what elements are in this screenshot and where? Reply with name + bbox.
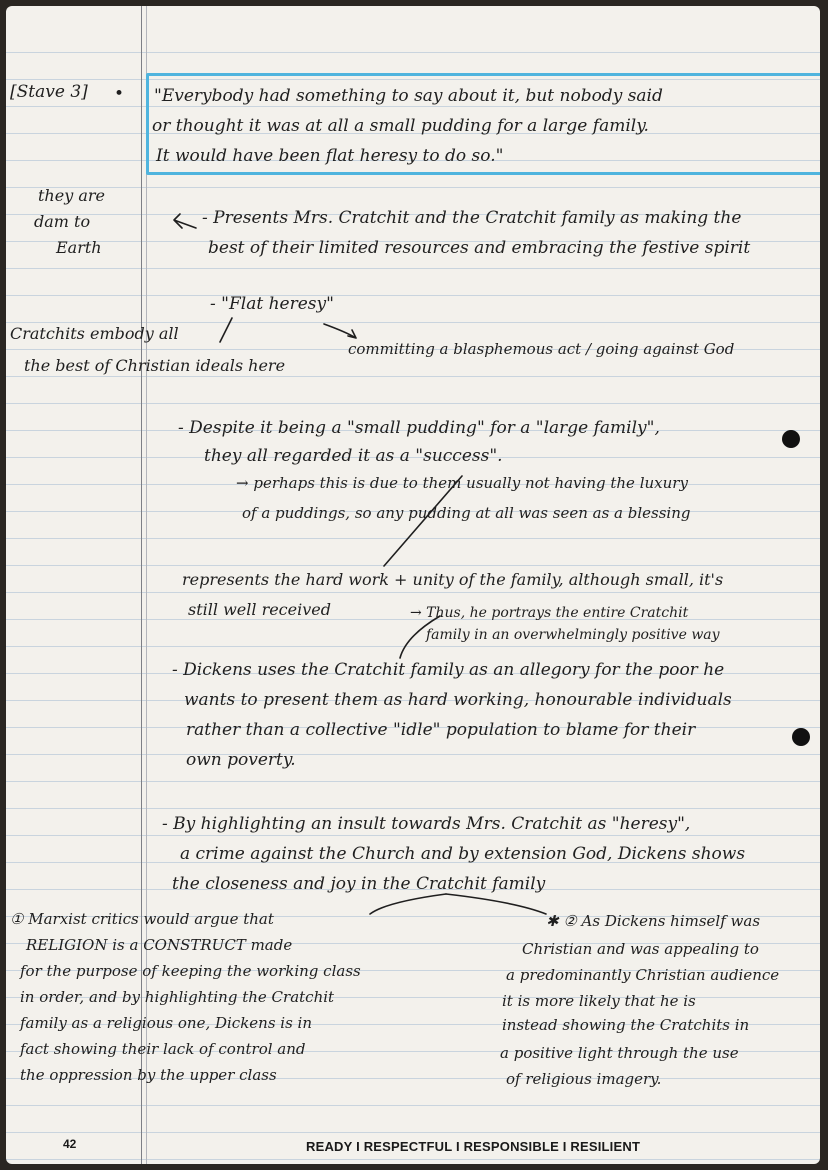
flat-heresy-quote: - "Flat heresy" bbox=[210, 294, 334, 314]
presents-line-2: best of their limited resources and embracing the festive spirit bbox=[208, 238, 751, 258]
christian-line-3: a predominantly Christian audience bbox=[506, 966, 780, 984]
thus-line-1: → Thus, he portrays the entire Cratchit bbox=[410, 605, 689, 621]
presents-line-1: - Presents Mrs. Cratchit and the Cratchit family as making the bbox=[202, 208, 742, 228]
allegory-line-4: own poverty. bbox=[186, 750, 296, 770]
despite-line-1: - Despite it being a "small pudding" for a "large family", bbox=[178, 418, 660, 438]
committing-blasphemy-note: committing a blasphemous act / going against God bbox=[348, 340, 735, 358]
perhaps-line-2: of a puddings, so any pudding at all was seen as a blessing bbox=[242, 504, 691, 522]
christian-line-6: a positive light through the use bbox=[500, 1044, 739, 1062]
arrow-despite-connector bbox=[384, 476, 462, 566]
marxist-line-7: the oppression by the upper class bbox=[20, 1066, 277, 1084]
arrow-presents bbox=[174, 214, 196, 228]
page-number: 42 bbox=[63, 1137, 77, 1151]
represents-line-1: represents the hard work + unity of the family, although small, it's bbox=[182, 570, 724, 589]
marxist-line-4: in order, and by highlighting the Cratchit bbox=[20, 988, 335, 1006]
stave-bullet: • bbox=[114, 84, 125, 104]
despite-line-2: they all regarded it as a "success". bbox=[204, 446, 503, 466]
margin-note-down-to-earth-3: Earth bbox=[56, 238, 102, 257]
arrow-to-christian bbox=[446, 894, 546, 914]
margin-note-down-to-earth-1: they are bbox=[38, 186, 105, 205]
allegory-line-1: - Dickens uses the Cratchit family as an allegory for the poor he bbox=[172, 660, 725, 680]
allegory-line-2: wants to present them as hard working, honourable individuals bbox=[184, 690, 732, 710]
arrow-flat-heresy-to-margin bbox=[220, 318, 232, 342]
notebook-page bbox=[6, 6, 820, 1164]
insult-line-3: the closeness and joy in the Cratchit family bbox=[172, 874, 546, 894]
quote-line-2: or thought it was at all a small pudding for a large family. bbox=[152, 116, 649, 136]
quote-line-1: "Everybody had something to say about it, but nobody said bbox=[154, 86, 663, 106]
marxist-line-5: family as a religious one, Dickens is in bbox=[20, 1014, 313, 1032]
margin-note-cratchits-embody: Cratchits embody all bbox=[10, 324, 179, 343]
quote-line-3: It would have been flat heresy to do so." bbox=[156, 146, 504, 166]
arrow-thus-connector bbox=[400, 616, 440, 658]
thus-line-2: family in an overwhelmingly positive way bbox=[426, 627, 720, 643]
annotation-arrows bbox=[6, 6, 820, 1164]
arrow-flat-heresy-to-committing bbox=[324, 324, 356, 338]
marxist-line-1: ① Marxist critics would argue that bbox=[10, 910, 274, 928]
represents-line-2: still well received bbox=[188, 600, 331, 619]
margin-note-best-christian: the best of Christian ideals here bbox=[24, 356, 286, 375]
margin-note-down-to-earth-2: dam to bbox=[34, 212, 91, 231]
insult-line-1: - By highlighting an insult towards Mrs. Cratchit as "heresy", bbox=[162, 814, 691, 834]
stave-label: [Stave 3] bbox=[10, 82, 88, 102]
footer-motto: READY I RESPECTFUL I RESPONSIBLE I RESILIENT bbox=[306, 1139, 641, 1154]
marxist-line-3: for the purpose of keeping the working class bbox=[20, 962, 361, 980]
christian-line-4: it is more likely that he is bbox=[502, 992, 696, 1010]
marxist-line-6: fact showing their lack of control and bbox=[20, 1040, 306, 1058]
arrow-to-marxist bbox=[370, 894, 446, 914]
insult-line-2: a crime against the Church and by extension God, Dickens shows bbox=[180, 844, 746, 864]
marxist-line-2: RELIGION is a CONSTRUCT made bbox=[26, 936, 293, 954]
christian-line-2: Christian and was appealing to bbox=[522, 940, 759, 958]
perhaps-line-1: → perhaps this is due to them usually not having the luxury bbox=[236, 474, 688, 492]
christian-line-5: instead showing the Cratchits in bbox=[502, 1016, 750, 1034]
christian-line-7: of religious imagery. bbox=[506, 1070, 662, 1088]
christian-line-1: ✱ ② As Dickens himself was bbox=[546, 912, 761, 930]
allegory-line-3: rather than a collective "idle" population to blame for their bbox=[186, 720, 696, 740]
